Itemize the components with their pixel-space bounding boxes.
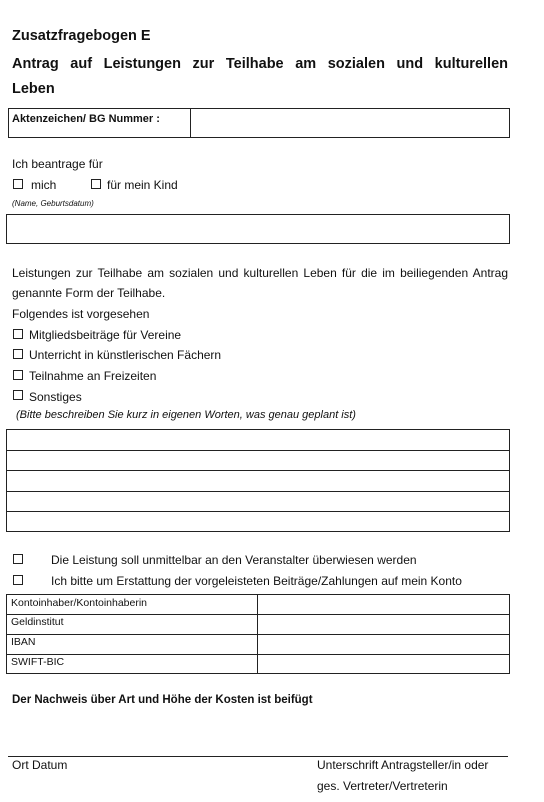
nachweis-text: Der Nachweis über Art und Höhe der Kosten ist beifügt [12, 694, 313, 706]
erstattung-checkbox[interactable] [13, 575, 23, 585]
vorgesehen-label: Folgendes ist vorgesehen [12, 307, 150, 321]
bank-table-rule [6, 654, 510, 655]
form-title: Zusatzfragebogen E [12, 28, 151, 44]
mitgliedsbeitraege-label: Mitgliedsbeiträge für Vereine [29, 328, 182, 342]
iban-label: IBAN [11, 636, 36, 648]
unterricht-label: Unterricht in künstlerischen Fächern [29, 348, 222, 362]
kind-checkbox[interactable] [91, 179, 101, 189]
kontoinhaber-label: Kontoinhaber/Kontoinhaberin [11, 597, 148, 609]
description-line [6, 470, 510, 471]
mich-label: mich [31, 178, 57, 192]
beschreibung-hint: (Bitte beschreiben Sie kurz in eigenen Worten, was genau geplant ist) [16, 409, 356, 421]
signature-line [8, 756, 508, 757]
form-subtitle-end: Leben [12, 81, 55, 97]
description-line [6, 491, 510, 492]
unterricht-checkbox[interactable] [13, 349, 23, 359]
swift-bic-label: SWIFT-BIC [11, 656, 65, 668]
bank-table-rule [6, 634, 510, 635]
geldinstitut-input[interactable] [260, 616, 508, 633]
freizeiten-label: Teilnahme an Freizeiten [29, 369, 157, 383]
mich-checkbox[interactable] [13, 179, 23, 189]
leistungen-text-2: genannte Form der Teilhabe. [12, 286, 166, 300]
kontoinhaber-input[interactable] [260, 596, 508, 613]
geldinstitut-label: Geldinstitut [11, 616, 64, 628]
aktenzeichen-divider [190, 108, 191, 138]
leistungen-text: Leistungen zur Teilhabe am sozialen und kulturellen Leben für die im beiliegenden Antrag [12, 266, 508, 280]
unterschrift-label: Unterschrift Antragsteller/in oder [317, 758, 489, 772]
kind-label: für mein Kind [107, 178, 178, 192]
description-lines-box[interactable] [6, 429, 510, 532]
form-subtitle: Antrag auf Leistungen zur Teilhabe am sozialen und kulturellen [12, 56, 508, 72]
freizeiten-checkbox[interactable] [13, 370, 23, 380]
erstattung-label: Ich bitte um Erstattung der vorgeleisteten Beiträge/Zahlungen auf mein Konto [51, 574, 462, 588]
iban-input[interactable] [260, 636, 508, 653]
description-line [6, 450, 510, 451]
veranstalter-checkbox[interactable] [13, 554, 23, 564]
aktenzeichen-input[interactable] [192, 110, 508, 136]
beantrage-label: Ich beantrage für [12, 157, 103, 171]
mitgliedsbeitraege-checkbox[interactable] [13, 329, 23, 339]
name-birthdate-field[interactable] [6, 214, 510, 244]
veranstalter-label: Die Leistung soll unmittelbar an den Veranstalter überwiesen werden [51, 553, 417, 567]
vertreter-label: ges. Vertreter/Vertreterin [317, 779, 448, 793]
description-line [6, 511, 510, 512]
sonstiges-checkbox[interactable] [13, 390, 23, 400]
aktenzeichen-label: Aktenzeichen/ BG Nummer : [12, 113, 160, 125]
name-hint: (Name, Geburtsdatum) [12, 199, 94, 208]
swift-bic-input[interactable] [260, 656, 508, 673]
sonstiges-label: Sonstiges [29, 390, 82, 404]
bank-table-rule [6, 614, 510, 615]
ort-datum-label: Ort Datum [12, 758, 68, 772]
